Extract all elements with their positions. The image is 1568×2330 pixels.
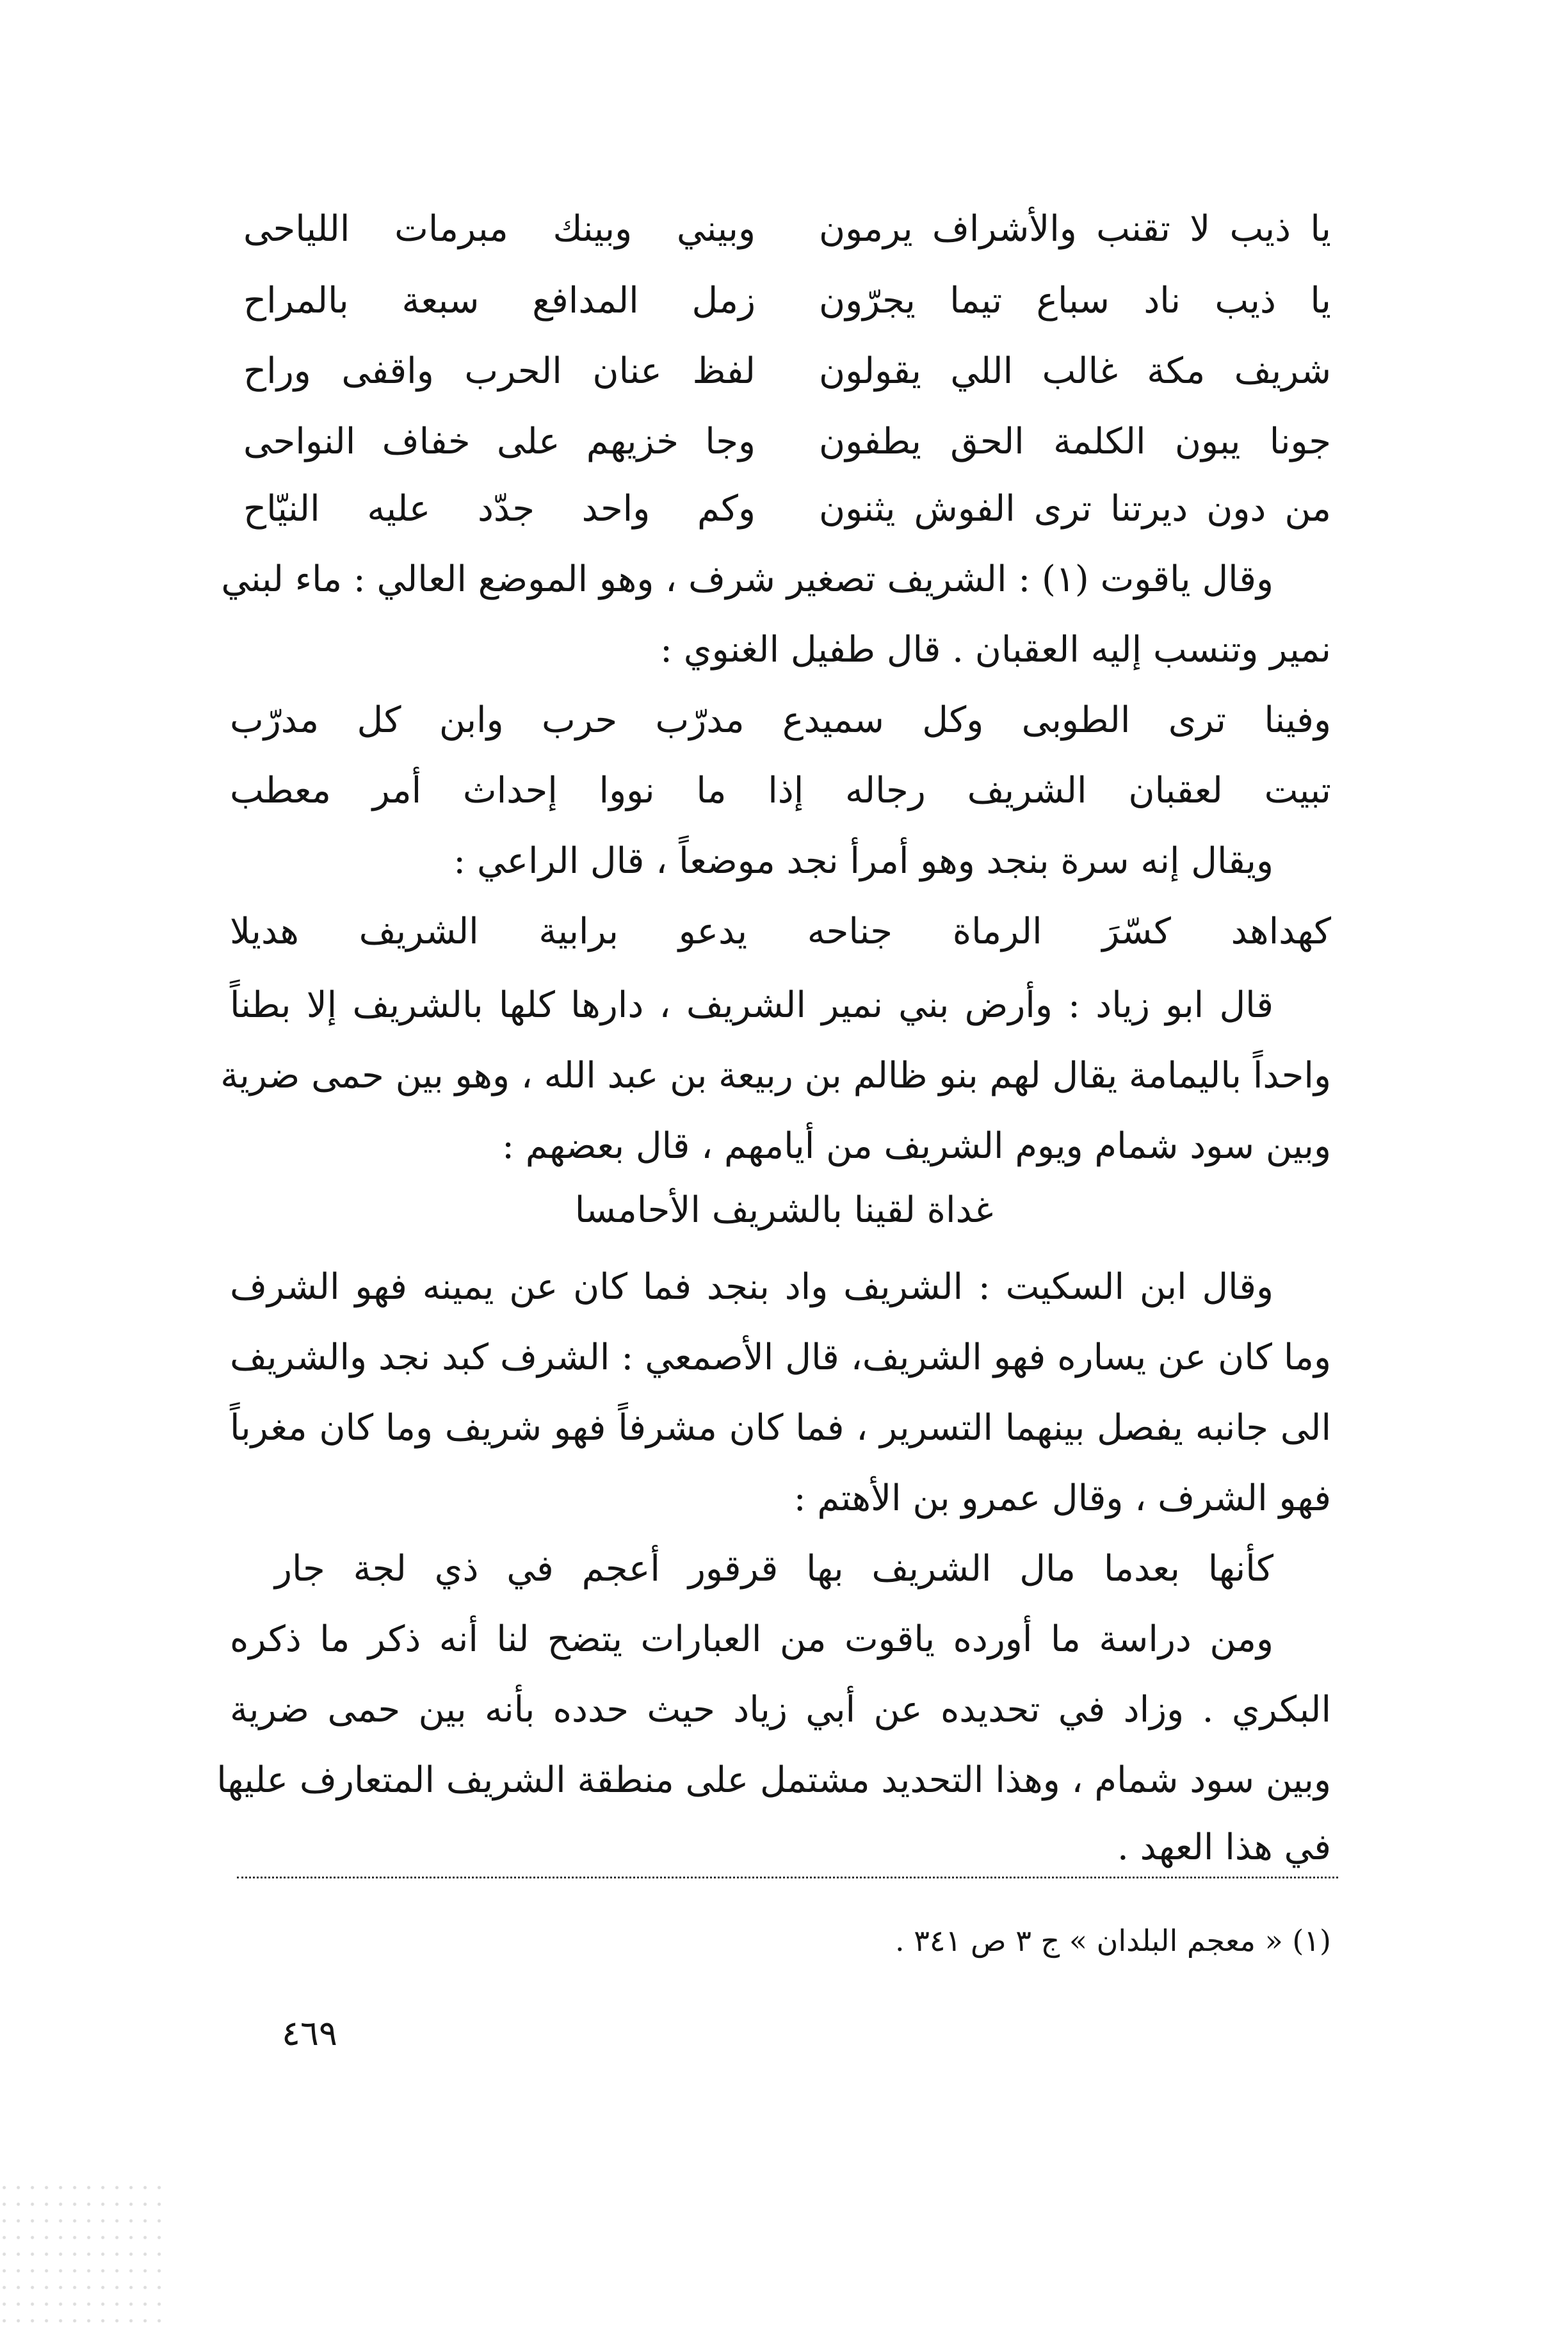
para3-line2: واحداً باليمامة يقال لهم بنو ظالم بن ربيعة بن عبد الله ، وهو بين حمى ضرية [220,1055,1331,1096]
poem1-verse5-right: من دون ديرتنا ترى الفوش يثنون [819,488,1331,530]
para5-line1: ومن دراسة ما أورده ياقوت من العبارات يتضح لنا أنه ذكر ما ذكره [230,1618,1273,1660]
page-number: ٤٦٩ [282,2013,338,2053]
poem1-verse1-right: يا ذيب لا تقنب والأشراف يرمون [819,208,1331,250]
para5-line2: البكري . وزاد في تحديده عن أبي زياد حيث حدده بأنه بين حمى ضرية [230,1689,1331,1731]
poem1-verse4-left: وجا خزيهم على خفاف النواحى [243,421,756,462]
poem3-verse1: كهداهد كسّرَ الرماة جناحه يدعو برابية الشريف هديلا [230,911,1331,952]
para3-line3: وبين سود شمام ويوم الشريف من أيامهم ، قال بعضهم : [502,1125,1331,1167]
para4-line1: وقال ابن السكيت : الشريف واد بنجد فما كان عن يمينه فهو الشرف [230,1266,1273,1308]
poem4-verse1: غداة لقينا بالشريف الأحامسا [574,1189,994,1231]
para1-line2: نمير وتنسب إليه العقبان . قال طفيل الغنوي : [660,629,1331,671]
scan-speckles [0,2178,166,2330]
para5-line4: في هذا العهد . [1117,1827,1331,1868]
poem1-verse3-right: شريف مكة غالب اللي يقولون [819,350,1331,392]
para4-line2: وما كان عن يساره فهو الشريف، قال الأصمعي : الشرف كبد نجد والشريف [230,1337,1332,1378]
para5-line3: وبين سود شمام ، وهذا التحديد مشتمل على منطقة الشريف المتعارف عليها [216,1759,1331,1801]
poem1-verse2-right: يا ذيب ناد سباع تيما يجرّون [819,280,1331,322]
poem1-verse3-left: لفظ عنان الحرب واقفى وراح [243,350,756,392]
para3-line1: قال ابو زياد : وأرض بني نمير الشريف ، دارها كلها بالشريف إلا بطناً [230,984,1273,1026]
poem2-verse1: وفينا ترى الطوبى وكل سميدع مدرّب حرب وابن كل مدرّب [230,699,1331,741]
poem5-verse1: كأنها بعدما مال الشريف بها قرقور أعجم في ذي لجة جار [275,1548,1273,1590]
para4-line3: الى جانبه يفصل بينهما التسرير ، فما كان مشرفاً فهو شريف وما كان مغرباً [230,1407,1331,1449]
footnote: (١) « معجم البلدان » ج ٣ ص ٣٤١ . [894,1923,1331,1958]
poem1-verse5-left: وكم واحد جدّد عليه النيّاح [243,488,756,530]
poem1-verse4-right: جونا يبون الكلمة الحق يطفون [819,421,1331,462]
footnote-separator [237,1877,1338,1878]
poem1-verse2-left: زمل المدافع سبعة بالمراح [243,280,756,322]
para4-line4: فهو الشرف ، وقال عمرو بن الأهتم : [793,1478,1331,1519]
poem1-verse1-left: وبيني وبينك مبرمات اللياحى [243,208,756,250]
para2-line1: ويقال إنه سرة بنجد وهو أمرأ نجد موضعاً ، قال الراعي : [453,840,1273,882]
poem2-verse2: تبيت لعقبان الشريف رجاله إذا ما نووا إحداث أمر معطب [230,770,1331,811]
para1-line1: وقال ياقوت (١) : الشريف تصغير شرف ، وهو الموضع العالي : ماء لبني [221,558,1273,600]
